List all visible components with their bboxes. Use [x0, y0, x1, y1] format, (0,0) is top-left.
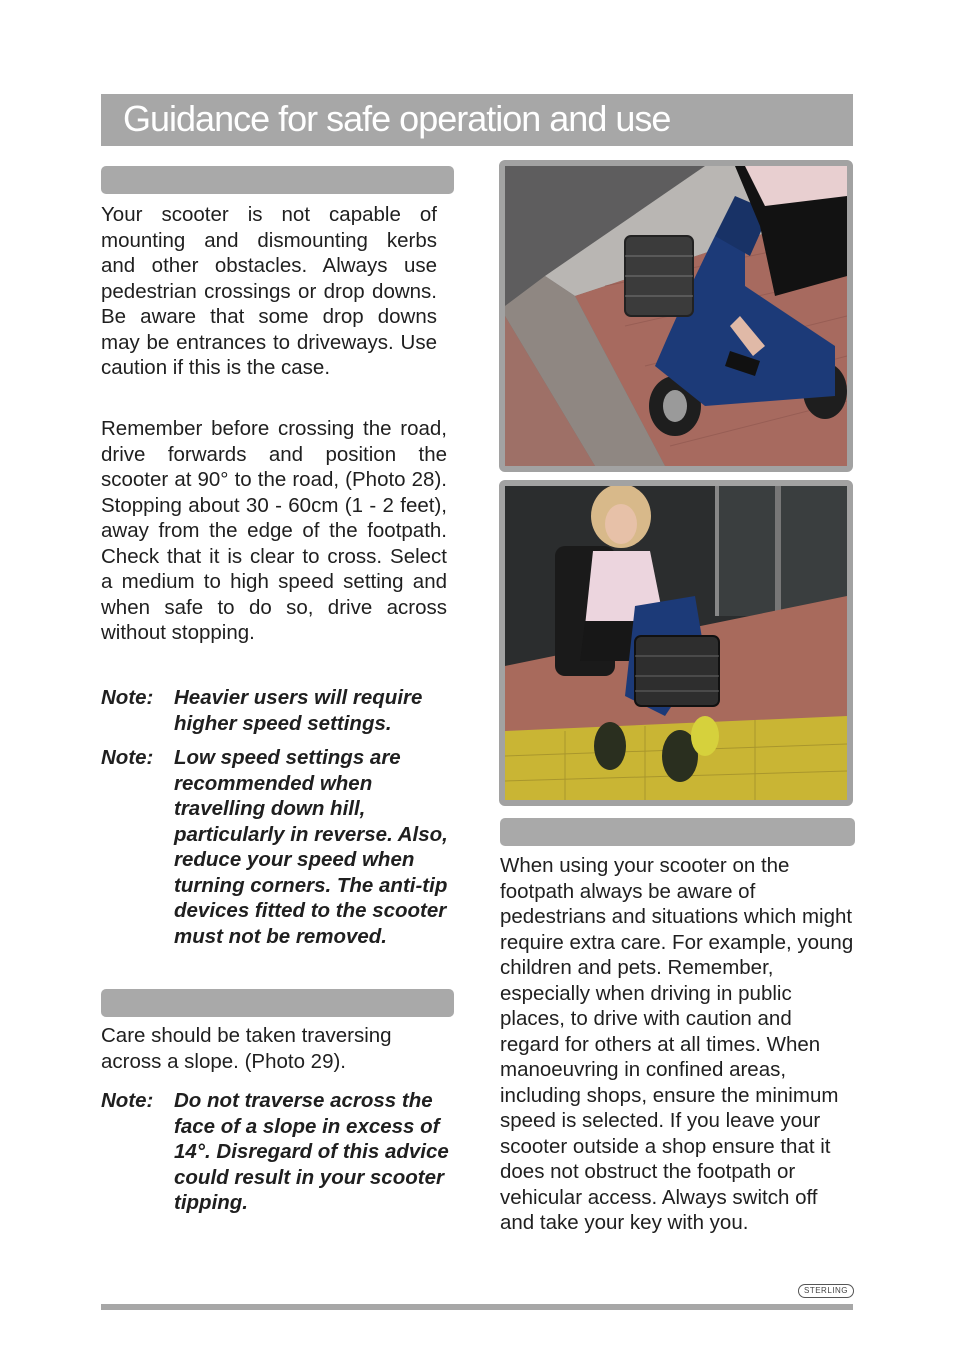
- paragraph-slopes: Care should be taken traversing across a slope. (Photo 29).: [101, 1024, 392, 1073]
- photo-user-on-scooter-image: [505, 486, 847, 800]
- note-text: Do not traverse across the face of a slope in excess of 14°. Disregard of this advice could result in your scooter tipping.: [174, 1089, 449, 1214]
- note-text: Heavier users will require higher speed settings.: [174, 686, 423, 735]
- note-heavier-users: [101, 685, 453, 736]
- note-label: Note:: [101, 1089, 154, 1112]
- footer-rule: [101, 1304, 853, 1310]
- photo-user-on-scooter: [499, 480, 853, 806]
- paragraph-crossing-road: Remember before crossing the road, drive forwards and position the scooter at 90° to the road, (Photo 28). Stopping about 30 - 60cm (1 - 2 feet), away from the edge of the footpath. Check that it is clear to cross. Select a medium to high speed setting and when safe to do so, drive across without stopping.: [101, 417, 447, 644]
- note-label: Note:: [101, 686, 154, 709]
- page-title: Guidance for safe operation and use: [123, 98, 671, 139]
- page-title-bar: [101, 94, 853, 146]
- paragraph-footpath: When using your scooter on the footpath always be aware of pedestrians and situations which might require extra care. For example, young children and pets. Remember, especially when driving in public places, to drive with caution and regard for others at all times. When manoeuvring in confined areas, including shops, ensure the minimum speed is selected. If you leave your scooter outside a shop ensure that it does not obstruct the footpath or vehicular access. Always switch off and take your key with you.: [500, 854, 854, 1234]
- photo-scooter-at-kerb: [499, 160, 853, 472]
- section-heading-bar-slopes: [101, 989, 454, 1017]
- note-label: Note:: [101, 746, 154, 769]
- photo-scooter-at-kerb-image: [505, 166, 847, 466]
- note-text: Low speed settings are recommended when travelling down hill, particularly in reverse. Also, reduce your speed when turning corners. The anti-tip devices fitted to the scooter must not be removed.: [174, 746, 448, 948]
- section-heading-bar-footpath: [500, 818, 855, 846]
- sterling-logo: STERLING: [798, 1284, 854, 1298]
- note-low-speed: [101, 745, 453, 949]
- paragraph-kerbs: Your scooter is not capable of mounting and dismounting kerbs and other obstacles. Always use pedestrian crossings or drop downs. Be aware that some drop downs may be entrances to driveways. Use caution if this is the case.: [101, 203, 437, 379]
- note-traverse-slope: [101, 1088, 456, 1216]
- section-heading-bar-kerbs: [101, 166, 454, 194]
